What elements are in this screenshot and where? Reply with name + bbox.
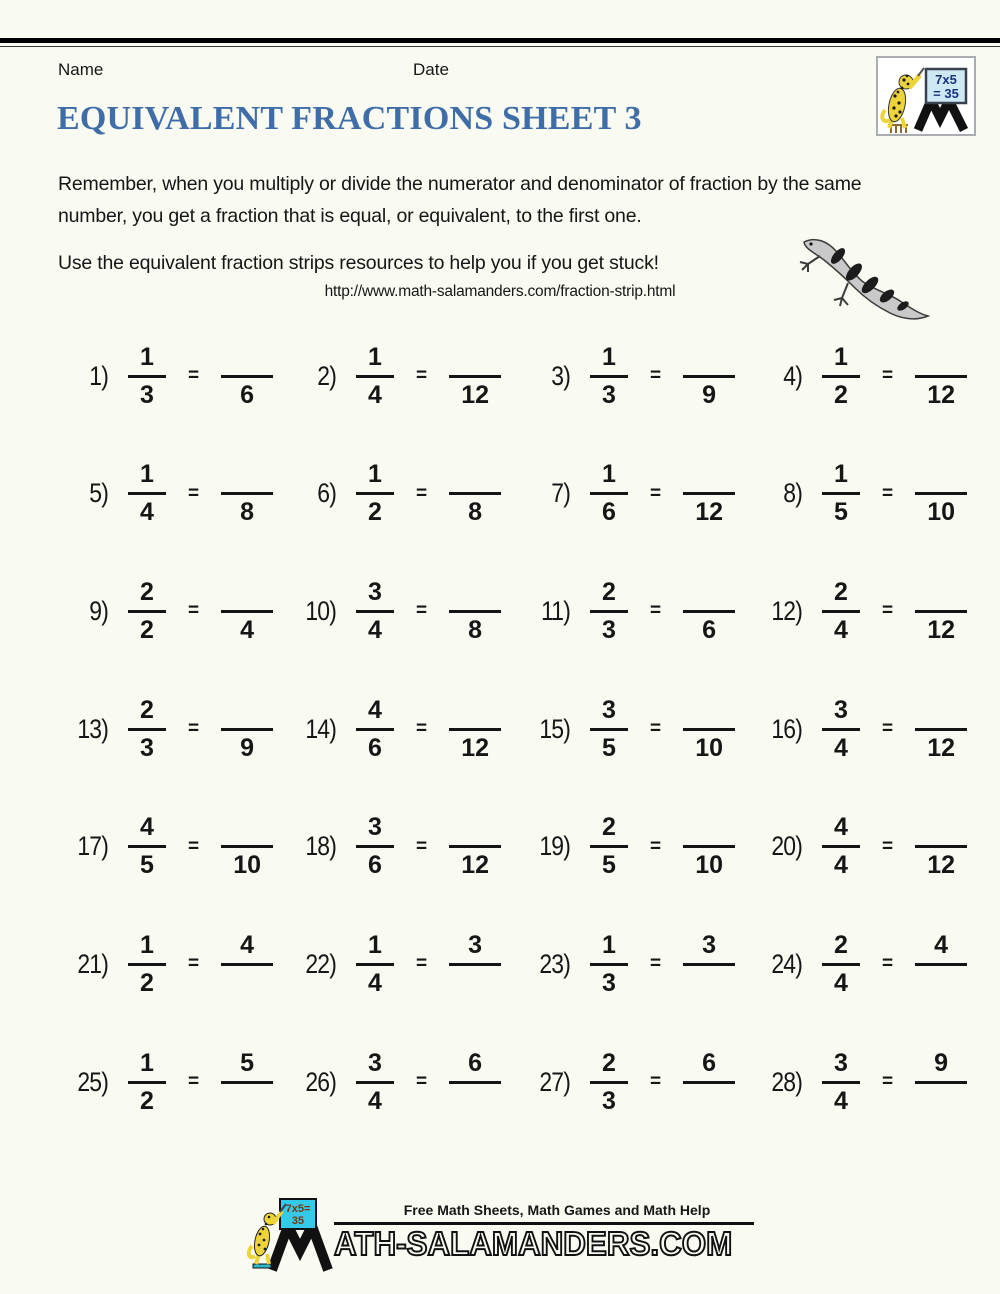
answer-denominator [241, 1084, 253, 1113]
given-denominator: 2 [140, 615, 154, 644]
given-numerator: 1 [368, 342, 382, 371]
given-denominator: 5 [834, 498, 848, 527]
equals-sign: = [416, 482, 428, 504]
answer-numerator [703, 699, 715, 728]
given-fraction [356, 460, 394, 527]
problem-number: 25) [77, 1066, 108, 1097]
problem-number: 8) [783, 478, 802, 509]
equals-sign: = [188, 953, 200, 975]
answer-numerator [469, 581, 481, 610]
problem-number: 2) [317, 360, 336, 391]
lizard-eye [809, 242, 812, 245]
answer-denominator: 9 [702, 380, 717, 409]
given-denominator: 3 [602, 1086, 616, 1115]
answer-denominator [469, 1084, 481, 1113]
answer-numerator [241, 346, 253, 375]
answer-fraction [449, 463, 501, 527]
equals-sign: = [882, 718, 894, 740]
problem-17 [58, 805, 286, 889]
answer-denominator: 12 [461, 380, 490, 409]
given-numerator: 1 [140, 1048, 154, 1077]
given-numerator: 2 [834, 577, 848, 606]
equals-sign: = [188, 1071, 200, 1093]
equals-sign: = [650, 953, 662, 975]
problem-number: 27) [539, 1066, 570, 1097]
answer-numerator [241, 581, 253, 610]
problem-10 [286, 569, 520, 653]
given-numerator: 2 [602, 813, 616, 842]
answer-numerator: 5 [240, 1048, 255, 1077]
given-fraction [128, 930, 166, 997]
answer-denominator [703, 966, 715, 995]
given-denominator: 4 [834, 615, 848, 644]
board-text-line1: 7x5 [935, 72, 957, 87]
answer-denominator: 12 [927, 380, 956, 409]
given-fraction [822, 813, 860, 880]
given-denominator: 3 [602, 380, 616, 409]
given-numerator: 3 [368, 577, 382, 606]
answer-denominator [935, 1084, 947, 1113]
given-numerator: 2 [602, 1048, 616, 1077]
problem-number: 22) [305, 948, 336, 979]
problem-21 [58, 922, 286, 1006]
problem-number: 15) [539, 713, 570, 744]
problem-number: 21) [77, 948, 108, 979]
problem-number: 19) [539, 831, 570, 862]
given-fraction [822, 695, 860, 762]
problems-grid [58, 334, 967, 1158]
problem-6 [286, 452, 520, 536]
equals-sign: = [188, 365, 200, 386]
given-fraction [822, 342, 860, 409]
problem-number: 7) [551, 478, 570, 509]
given-denominator: 2 [368, 498, 382, 527]
equals-sign: = [882, 482, 894, 504]
problem-number: 6) [317, 478, 336, 509]
given-numerator: 2 [140, 577, 154, 606]
answer-denominator: 4 [240, 615, 255, 644]
given-fraction [822, 460, 860, 527]
given-denominator: 2 [140, 968, 154, 997]
problem-number: 24) [771, 948, 802, 979]
equals-sign: = [650, 600, 662, 622]
given-fraction [822, 1048, 860, 1115]
problem-11 [520, 569, 752, 653]
given-denominator: 3 [140, 733, 154, 762]
given-numerator: 2 [140, 695, 154, 724]
answer-fraction [683, 346, 735, 407]
answer-denominator: 9 [240, 733, 255, 762]
equals-sign: = [188, 835, 200, 857]
problem-8 [752, 452, 967, 536]
problem-number: 10) [305, 595, 336, 626]
resource-url: http://www.math-salamanders.com/fraction-strip.html [324, 283, 676, 300]
given-fraction [128, 695, 166, 762]
name-label: Name [58, 60, 104, 79]
given-numerator: 1 [368, 460, 382, 489]
answer-denominator: 8 [468, 498, 483, 527]
equals-sign: = [416, 718, 428, 740]
problem-15 [520, 687, 752, 771]
given-denominator: 4 [834, 851, 848, 880]
answer-fraction [915, 699, 967, 760]
given-denominator: 4 [368, 615, 382, 644]
problem-number: 4) [783, 360, 802, 391]
answer-numerator: 3 [702, 930, 717, 959]
hint-paragraph: Use the equivalent fraction strips resources to help you if you get stuck! [58, 252, 659, 274]
problem-14 [286, 687, 520, 771]
m-logo-icon [918, 100, 964, 130]
equals-sign: = [416, 365, 428, 386]
problem-number: 5) [89, 478, 108, 509]
equals-sign: = [188, 600, 200, 622]
answer-fraction [449, 930, 501, 995]
answer-denominator: 10 [695, 733, 724, 762]
problem-number: 28) [771, 1066, 802, 1097]
problem-18 [286, 805, 520, 889]
answer-fraction [449, 699, 501, 760]
problem-20 [752, 805, 967, 889]
given-denominator: 2 [140, 1086, 154, 1115]
given-fraction [356, 342, 394, 409]
answer-denominator: 10 [927, 498, 956, 527]
problem-27 [520, 1040, 752, 1124]
answer-numerator [703, 463, 715, 492]
answer-fraction [915, 346, 967, 407]
given-numerator: 1 [368, 930, 382, 959]
given-fraction [128, 342, 166, 409]
equals-sign: = [882, 600, 894, 622]
answer-fraction [221, 930, 273, 995]
given-numerator: 1 [602, 460, 616, 489]
given-fraction [356, 1048, 394, 1115]
given-fraction [128, 577, 166, 644]
answer-denominator [703, 1084, 715, 1113]
answer-fraction [449, 581, 501, 642]
given-denominator: 4 [368, 380, 382, 409]
given-denominator: 5 [602, 851, 616, 880]
problem-2 [286, 334, 520, 418]
problem-number: 13) [77, 713, 108, 744]
equals-sign: = [416, 953, 428, 975]
given-numerator: 4 [368, 695, 382, 724]
given-denominator: 4 [834, 968, 848, 997]
answer-fraction [221, 816, 273, 880]
answer-numerator [469, 463, 481, 492]
corner-logo-graphic [878, 58, 974, 134]
given-numerator: 3 [368, 813, 382, 842]
given-numerator: 3 [834, 1048, 848, 1077]
answer-denominator: 10 [233, 851, 262, 880]
problem-25 [58, 1040, 286, 1124]
answer-numerator: 4 [240, 930, 255, 959]
problem-number: 3) [551, 360, 570, 391]
answer-denominator: 12 [695, 498, 724, 527]
answer-denominator: 12 [927, 615, 956, 644]
answer-fraction [915, 463, 967, 527]
answer-fraction [915, 930, 967, 995]
given-denominator: 6 [368, 851, 382, 880]
problem-number: 18) [305, 831, 336, 862]
answer-numerator [241, 816, 253, 845]
answer-numerator [703, 581, 715, 610]
given-fraction [356, 695, 394, 762]
given-numerator: 1 [140, 460, 154, 489]
given-denominator: 3 [140, 380, 154, 409]
problem-4 [752, 334, 967, 418]
equals-sign: = [188, 718, 200, 740]
problem-5 [58, 452, 286, 536]
equals-sign: = [650, 365, 662, 386]
page-title: EQUIVALENT FRACTIONS SHEET 3 [57, 100, 642, 137]
answer-numerator [703, 816, 715, 845]
footer-mascot-icon [246, 1196, 358, 1272]
given-numerator: 2 [834, 930, 848, 959]
answer-denominator: 6 [702, 615, 717, 644]
equals-sign: = [650, 718, 662, 740]
answer-numerator: 6 [468, 1048, 483, 1077]
given-denominator: 5 [140, 851, 154, 880]
problem-3 [520, 334, 752, 418]
given-denominator: 5 [602, 733, 616, 762]
given-denominator: 6 [368, 733, 382, 762]
given-numerator: 3 [834, 695, 848, 724]
equals-sign: = [416, 1071, 428, 1093]
top-rule [0, 38, 1000, 43]
answer-fraction [221, 346, 273, 407]
given-numerator: 1 [140, 342, 154, 371]
given-fraction [356, 813, 394, 880]
given-fraction [128, 1048, 166, 1115]
answer-numerator [935, 699, 947, 728]
answer-fraction [221, 463, 273, 527]
answer-numerator [469, 816, 481, 845]
problem-7 [520, 452, 752, 536]
given-fraction [590, 1048, 628, 1115]
problem-12 [752, 569, 967, 653]
given-fraction [822, 577, 860, 644]
footer-board-line2: 35 [292, 1215, 305, 1227]
answer-denominator: 8 [468, 615, 483, 644]
problem-number: 23) [539, 948, 570, 979]
answer-numerator [241, 463, 253, 492]
given-numerator: 3 [602, 695, 616, 724]
answer-denominator: 12 [461, 851, 490, 880]
given-fraction [590, 813, 628, 880]
equals-sign: = [882, 835, 894, 857]
given-fraction [590, 342, 628, 409]
answer-fraction [915, 581, 967, 642]
given-fraction [356, 577, 394, 644]
problem-number: 17) [77, 831, 108, 862]
problem-number: 11) [541, 595, 570, 626]
answer-numerator [241, 699, 253, 728]
answer-fraction [683, 816, 735, 880]
given-numerator: 1 [834, 460, 848, 489]
problem-22 [286, 922, 520, 1006]
answer-fraction [449, 346, 501, 407]
salamander-sketch [786, 228, 936, 328]
equals-sign: = [882, 953, 894, 975]
given-denominator: 4 [368, 1086, 382, 1115]
given-denominator: 3 [602, 968, 616, 997]
given-numerator: 4 [140, 813, 154, 842]
answer-denominator: 10 [695, 851, 724, 880]
given-denominator: 2 [834, 380, 848, 409]
answer-fraction [683, 930, 735, 995]
footer-logo [0, 1196, 1000, 1272]
given-numerator: 4 [834, 813, 848, 842]
footer-m-logo-icon [272, 1226, 328, 1270]
equals-sign: = [882, 1071, 894, 1093]
problem-13 [58, 687, 286, 771]
answer-numerator [469, 699, 481, 728]
given-numerator: 3 [368, 1048, 382, 1077]
answer-fraction [221, 699, 273, 760]
given-denominator: 3 [602, 615, 616, 644]
footer-board-line1: 7x5= [286, 1203, 311, 1215]
equals-sign: = [650, 1071, 662, 1093]
problem-28 [752, 1040, 967, 1124]
problem-number: 26) [305, 1066, 336, 1097]
given-denominator: 4 [834, 1086, 848, 1115]
given-fraction [822, 930, 860, 997]
problem-1 [58, 334, 286, 418]
answer-denominator: 12 [461, 733, 490, 762]
problem-23 [520, 922, 752, 1006]
equals-sign: = [650, 482, 662, 504]
given-denominator: 6 [602, 498, 616, 527]
equals-sign: = [188, 482, 200, 504]
answer-fraction [683, 699, 735, 760]
problem-number: 14) [305, 713, 336, 744]
corner-logo [876, 56, 976, 136]
answer-fraction [915, 816, 967, 880]
answer-fraction [221, 581, 273, 642]
answer-fraction [449, 816, 501, 880]
answer-numerator [935, 816, 947, 845]
equals-sign: = [416, 600, 428, 622]
answer-numerator: 6 [702, 1048, 717, 1077]
lizard-body [804, 240, 928, 319]
answer-numerator: 4 [934, 930, 949, 959]
equals-sign: = [650, 835, 662, 857]
answer-denominator: 6 [240, 380, 255, 409]
problem-24 [752, 922, 967, 1006]
given-numerator: 1 [602, 930, 616, 959]
problem-26 [286, 1040, 520, 1124]
top-rule-thin [0, 46, 1000, 47]
answer-fraction [449, 1048, 501, 1113]
given-denominator: 4 [368, 968, 382, 997]
footer-site-name: ATH-SALAMANDERS.COM [334, 1225, 733, 1262]
problem-19 [520, 805, 752, 889]
problem-number: 12) [771, 595, 802, 626]
equals-sign: = [882, 365, 894, 386]
board-text-line2: = 35 [933, 86, 959, 101]
given-fraction [590, 577, 628, 644]
given-denominator: 4 [834, 733, 848, 762]
answer-fraction [683, 463, 735, 527]
given-numerator: 2 [602, 577, 616, 606]
math-board-m-icon [918, 100, 964, 130]
given-fraction [590, 930, 628, 997]
given-fraction [590, 460, 628, 527]
answer-fraction [221, 1048, 273, 1113]
given-numerator: 1 [140, 930, 154, 959]
equals-sign: = [416, 835, 428, 857]
answer-denominator: 12 [927, 851, 956, 880]
given-fraction [128, 460, 166, 527]
problem-9 [58, 569, 286, 653]
footer-tagline: Free Math Sheets, Math Games and Math Help [403, 1202, 711, 1218]
answer-fraction [915, 1048, 967, 1113]
problem-number: 1) [89, 360, 108, 391]
answer-numerator [935, 463, 947, 492]
answer-numerator [703, 346, 715, 375]
answer-numerator [935, 346, 947, 375]
answer-numerator [469, 346, 481, 375]
problem-16 [752, 687, 967, 771]
intro-paragraph: Remember, when you multiply or divide the numerator and denominator of fraction by the same number, you get a fraction that is equal, or equivalent, to the first one. [58, 173, 862, 227]
problem-number: 20) [771, 831, 802, 862]
given-fraction [128, 813, 166, 880]
given-fraction [590, 695, 628, 762]
answer-denominator: 12 [927, 733, 956, 762]
answer-numerator [935, 581, 947, 610]
answer-denominator: 8 [240, 498, 255, 527]
answer-numerator: 3 [468, 930, 483, 959]
answer-denominator [935, 966, 947, 995]
problem-number: 9) [89, 595, 108, 626]
given-fraction [356, 930, 394, 997]
given-numerator: 1 [834, 342, 848, 371]
date-label: Date [413, 60, 449, 79]
answer-denominator [469, 966, 481, 995]
answer-fraction [683, 581, 735, 642]
answer-denominator [241, 966, 253, 995]
footer-text-block [334, 1202, 753, 1260]
problem-number: 16) [771, 713, 802, 744]
given-numerator: 1 [602, 342, 616, 371]
given-denominator: 4 [140, 498, 154, 527]
answer-numerator: 9 [934, 1048, 949, 1077]
answer-fraction [683, 1048, 735, 1113]
